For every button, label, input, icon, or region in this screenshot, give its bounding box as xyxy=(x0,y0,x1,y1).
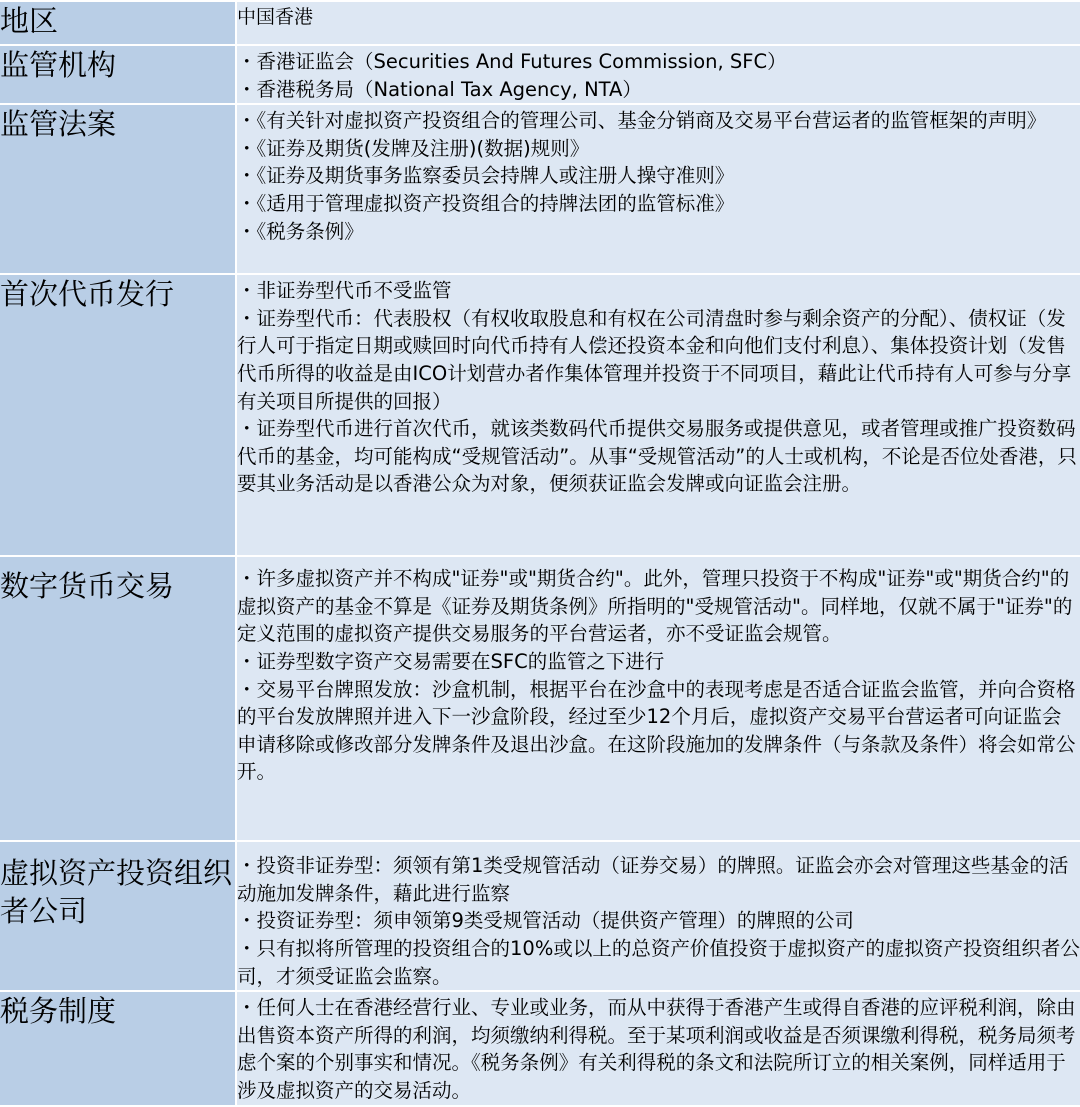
row-label-region: 地区 xyxy=(0,1,236,45)
tax-item: ・ 任何人士在香港经营行业、专业或业务，而从中获得于香港产生或得自香港的应评税利润，除由出售资本资产所得的利润，均须缴纳利得税。至于某项利润或收益是否须课缴利得税，税务局须考虑个案的个别事实和情况。《税务条例》有关利得税的条文和法院所订立的相关案例，同样适用于涉及虚拟资产的交易活动。 xyxy=(237,994,1080,1104)
regulator-item: ・ 香港证监会（Securities And Futures Commission, SFC） xyxy=(237,48,1080,76)
row-label-crypto-trading: 数字货币交易 xyxy=(0,556,236,841)
row-label-tax-system: 税务制度 xyxy=(0,991,236,1105)
trading-item: ・ 交易平台牌照发放：沙盒机制，根据平台在沙盒中的表现考虑是否适合证监会监管，并向合资格的平台发放牌照并进入下一沙盒阶段，经过至少12个月后，虚拟资产交易平台营运者可向证监会申请移除或修改部分发牌条件及退出沙盒。在这阶段施加的发牌条件（与条款及条件）将会如常公开。 xyxy=(237,676,1080,786)
row-content-virtual-asset-managers xyxy=(236,841,1080,991)
row-crypto-trading xyxy=(0,556,1080,841)
asset-manager-item: ・ 投资非证券型：须领有第1类受规管活动（证券交易）的牌照。证监会亦会对管理这些基金的活动施加发牌条件，藉此进行监察 xyxy=(237,852,1080,907)
trading-item: ・ 许多虚拟资产并不构成"证券"或"期货合约"。此外，管理只投资于不构成"证券"或"期货合约"的虚拟资产的基金不算是《证券及期货条例》所指明的"受规管活动"。同样地，仅就不属于"证券"的定义范围的虚拟资产提供交易服务的平台营运者，亦不受证监会规管。 xyxy=(237,565,1080,648)
row-content-crypto-trading xyxy=(236,556,1080,841)
asset-manager-item: ・ 投资证券型：须申领第9类受规管活动（提供资产管理）的牌照的公司 xyxy=(237,907,1080,935)
region-value: 中国香港 xyxy=(237,6,314,28)
ico-item: ・ 证券型代币进行首次代币，就该类数码代币提供交易服务或提供意见，或者管理或推广投资数码代币的基金，均可能构成“受规管活动”。从事“受规管活动”的人士或机构，不论是否位处香港，只要其业务活动是以香港公众为对象，便须获证监会发牌或向证监会注册。 xyxy=(237,415,1080,498)
row-regulations xyxy=(0,104,1080,274)
trading-item: ・ 证券型数字资产交易需要在SFC的监管之下进行 xyxy=(237,648,1080,676)
row-label-regulator: 监管机构 xyxy=(0,45,236,104)
regulation-item: ・ 《税务条例》 xyxy=(237,218,1080,246)
row-label-regulations: 监管法案 xyxy=(0,104,236,274)
row-label-virtual-asset-managers: 虚拟资产投资组织者公司 xyxy=(0,841,236,991)
row-content-ico xyxy=(236,274,1080,556)
row-virtual-asset-managers xyxy=(0,841,1080,991)
row-tax-system xyxy=(0,991,1080,1105)
ico-item: ・ 非证券型代币不受监管 xyxy=(237,277,1080,305)
row-content-region xyxy=(236,1,1080,45)
ico-item: ・ 证券型代币：代表股权（有权收取股息和有权在公司清盘时参与剩余资产的分配）、债权证（发行人可于指定日期或赎回时向代币持有人偿还投资本金和向他们支付利息）、集体投资计划（发售代币所得的收益是由ICO计划营办者作集体管理并投资于不同项目，藉此让代币持有人可参与分享有关项目所提供的回报） xyxy=(237,305,1080,415)
regulation-item: ・ 《证券及期货事务监察委员会持牌人或注册人操守准则》 xyxy=(237,162,1080,190)
row-content-regulations xyxy=(236,104,1080,274)
row-content-regulator xyxy=(236,45,1080,104)
row-content-tax-system xyxy=(236,991,1080,1105)
regulation-item: ・ 《适用于管理虚拟资产投资组合的持牌法团的监管标准》 xyxy=(237,190,1080,218)
regulation-item: ・ 《有关针对虚拟资产投资组合的管理公司、基金分销商及交易平台营运者的监管框架的声明》 xyxy=(237,107,1080,135)
asset-manager-item: ・ 只有拟将所管理的投资组合的10%或以上的总资产价值投资于虚拟资产的虚拟资产投资组织者公司，才须受证监会监察。 xyxy=(237,935,1080,990)
regulator-item: ・ 香港税务局（National Tax Agency, NTA） xyxy=(237,76,1080,104)
row-region xyxy=(0,1,1080,45)
regulation-item: ・ 《证券及期货(发牌及注册)(数据)规则》 xyxy=(237,135,1080,163)
row-ico xyxy=(0,274,1080,556)
row-label-ico: 首次代币发行 xyxy=(0,274,236,556)
row-regulator xyxy=(0,45,1080,104)
